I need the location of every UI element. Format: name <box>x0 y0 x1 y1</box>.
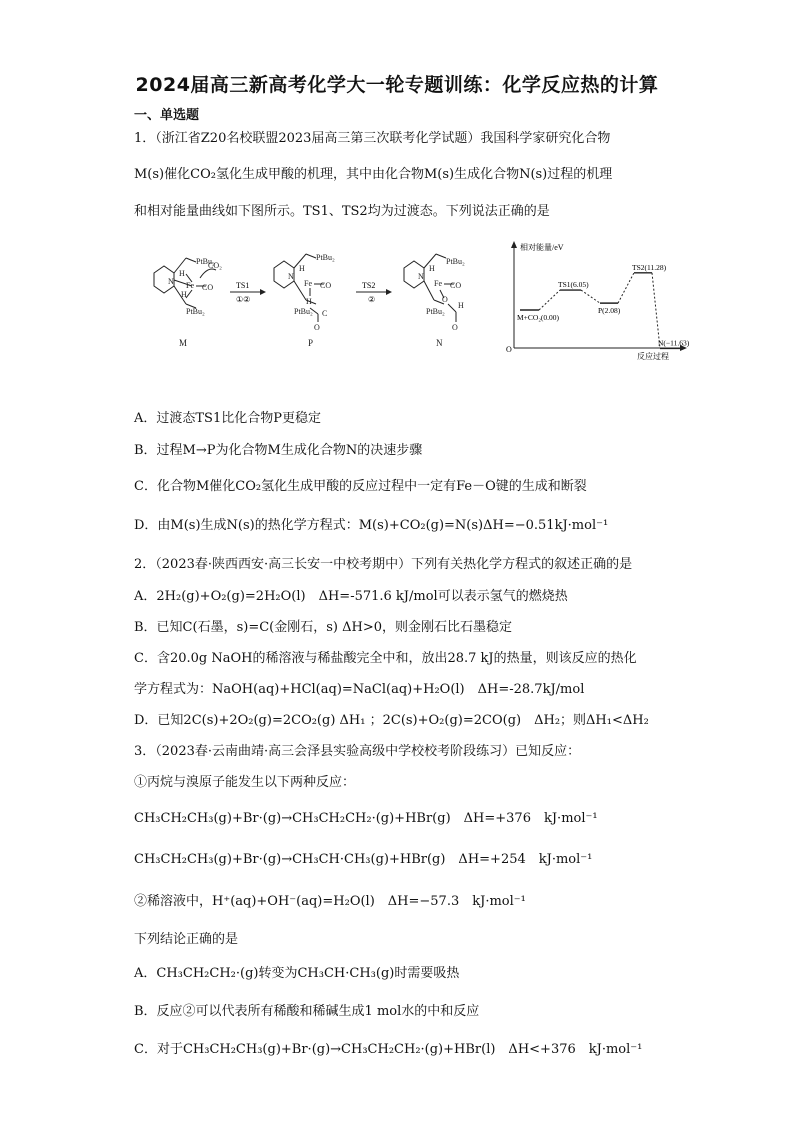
m-n-atom: N <box>168 277 174 286</box>
m-ptbu2-bottom: PtBu₂ <box>186 307 205 316</box>
q3-equation-1: CH₃CH₂CH₃(g)+Br·(g)→CH₃CH₂CH₂·(g)+HBr(g) ΔH=+376 kJ·mol⁻¹ <box>134 811 598 826</box>
n-fe-atom: Fe <box>434 279 442 288</box>
energy-label-1: TS1(6.05) <box>558 280 589 290</box>
m-co-ligand: CO <box>202 283 214 292</box>
q1-stem-line1: 1．（浙江省Z20名校联盟2023届高三第三次联考化学试题）我国科学家研究化合物 <box>134 131 611 146</box>
mechanism-and-energy-diagram <box>134 238 694 363</box>
m-h-upper: H <box>179 269 185 278</box>
energy-connector-3 <box>618 273 634 303</box>
p-ptbu2-top: PtBu₂ <box>316 253 335 262</box>
q1-option-d: D．由M(s)生成N(s)的热化学方程式：M(s)+CO₂(g)=N(s)ΔH=−0.51kJ·mol⁻¹ <box>134 518 609 533</box>
ts1-label: TS1 <box>236 281 250 290</box>
label-p: P <box>308 338 314 348</box>
p-ptbu2-bottom: PtBu₂ <box>294 307 313 316</box>
q1-stem-line2: M(s)催化CO₂氢化生成甲酸的机理，其中由化合物M(s)生成化合物N(s)过程的机理 <box>134 167 613 182</box>
q1-option-c: C．化合物M催化CO₂氢化生成甲酸的反应过程中一定有Fe－O键的生成和断裂 <box>134 479 587 494</box>
p-fe-atom: Fe <box>304 279 312 288</box>
energy-label-4: N(−11.63) <box>658 338 690 348</box>
n-h-formate: H <box>458 301 464 310</box>
q2-option-a: A．2H₂(g)+O₂(g)=2H₂O(l) ΔH=-571.6 kJ/mol可以表示氢气的燃烧热 <box>134 589 568 604</box>
q3-stem: 3．（2023春·云南曲靖·高三会泽县实验高级中学校校考阶段练习）已知反应： <box>134 744 581 759</box>
energy-connector-4 <box>652 273 660 349</box>
section-heading: 一、单选题 <box>134 108 200 123</box>
energy-origin: O <box>506 345 512 354</box>
q3-premise-1: ①丙烷与溴原子能发生以下两种反应： <box>134 775 356 790</box>
q2-option-c-line1: C．含20.0g NaOH的稀溶液与稀盐酸完全中和，放出28.7 kJ的热量，则该反应的热化 <box>134 651 637 666</box>
n-co-ligand: CO <box>450 281 462 290</box>
q3-option-c: C．对于CH₃CH₂CH₃(g)+Br·(g)→CH₃CH₂CH₂·(g)+HBr(l) ΔH<+376 kJ·mol⁻¹ <box>134 1042 643 1057</box>
arrow-ts2 <box>356 281 392 304</box>
n-ptbu2-bottom: PtBu₂ <box>426 307 445 316</box>
n-o-formate: O <box>452 323 458 332</box>
y-axis-arrow <box>511 241 517 248</box>
ts2-steps: ② <box>368 295 376 304</box>
q1-stem-line3: 和相对能量曲线如下图所示。TS1、TS2均为过渡态。下列说法正确的是 <box>134 204 550 219</box>
energy-label-3: TS2(11.28) <box>632 262 667 272</box>
q1-option-a: A．过渡态TS1比化合物P更稳定 <box>134 411 321 426</box>
label-n: N <box>436 338 443 348</box>
q1-option-b: B．过程M→P为化合物M生成化合物N的决速步骤 <box>134 443 423 458</box>
energy-levels <box>517 263 690 349</box>
n-ptbu2-top: PtBu₂ <box>446 257 465 266</box>
q2-option-d: D．已知2C(s)+2O₂(g)=2CO₂(g) ΔH₁ ；2C(s)+O₂(g)=2CO(g) ΔH₂；则ΔH₁<ΔH₂ <box>134 713 649 728</box>
q2-option-b: B．已知C(石墨，s)=C(金刚石，s) ΔH>0，则金刚石比石墨稳定 <box>134 620 512 635</box>
q2-option-c-line2: 学方程式为：NaOH(aq)+HCl(aq)=NaCl(aq)+H₂O(l) ΔH=-28.7kJ/mol <box>134 682 585 697</box>
q3-option-a: A．CH₃CH₂CH₂·(g)转变为CH₃CH·CH₃(g)时需要吸热 <box>134 966 460 981</box>
energy-label-0: M+CO₂(0.00) <box>517 313 560 322</box>
energy-connector-1 <box>539 290 560 310</box>
q3-question: 下列结论正确的是 <box>134 932 239 947</box>
n-n-atom: N <box>418 272 424 281</box>
m-co2: CO₂ <box>208 261 222 270</box>
n-h: H <box>429 264 435 273</box>
m-h-lower: H <box>181 290 187 299</box>
q3-option-b: B．反应②可以代表所有稀酸和稀碱生成1 mol水的中和反应 <box>134 1004 480 1019</box>
arrow-ts1 <box>230 281 266 304</box>
q3-premise-2: ②稀溶液中，H⁺(aq)+OH⁻(aq)=H₂O(l) ΔH=−57.3 kJ·mol⁻¹ <box>134 894 526 909</box>
q2-stem: 2．（2023春·陕西西安·高三长安一中校考期中）下列有关热化学方程式的叙述正确的是 <box>134 557 633 572</box>
ts1-steps: ①② <box>236 295 251 304</box>
q3-equation-2: CH₃CH₂CH₃(g)+Br·(g)→CH₃CH·CH₃(g)+HBr(g) ΔH=+254 kJ·mol⁻¹ <box>134 852 593 867</box>
energy-label-2: P(2.08) <box>598 306 621 316</box>
p-c-atom: C <box>322 309 328 318</box>
m-fe-atom: Fe <box>186 281 194 290</box>
energy-profile-chart <box>506 241 690 361</box>
page-title: 2024届高三新高考化学大一轮专题训练：化学反应热的计算 <box>135 74 659 96</box>
p-co-ligand: CO <box>320 281 332 290</box>
q1-figure <box>134 238 694 363</box>
p-h-lower: H <box>306 297 312 306</box>
n-o-atom: O <box>442 295 448 304</box>
m-ptbu2-top: PtBu₂ <box>196 257 215 266</box>
energy-connector-2 <box>581 290 600 303</box>
p-o-atom: O <box>314 323 320 332</box>
energy-xlabel: 反应过程 <box>637 352 669 361</box>
label-m: M <box>179 338 188 348</box>
ts2-label: TS2 <box>362 281 376 290</box>
p-h: H <box>299 264 305 273</box>
p-n-atom: N <box>288 272 294 281</box>
energy-ylabel: 相对能量/eV <box>520 243 564 252</box>
